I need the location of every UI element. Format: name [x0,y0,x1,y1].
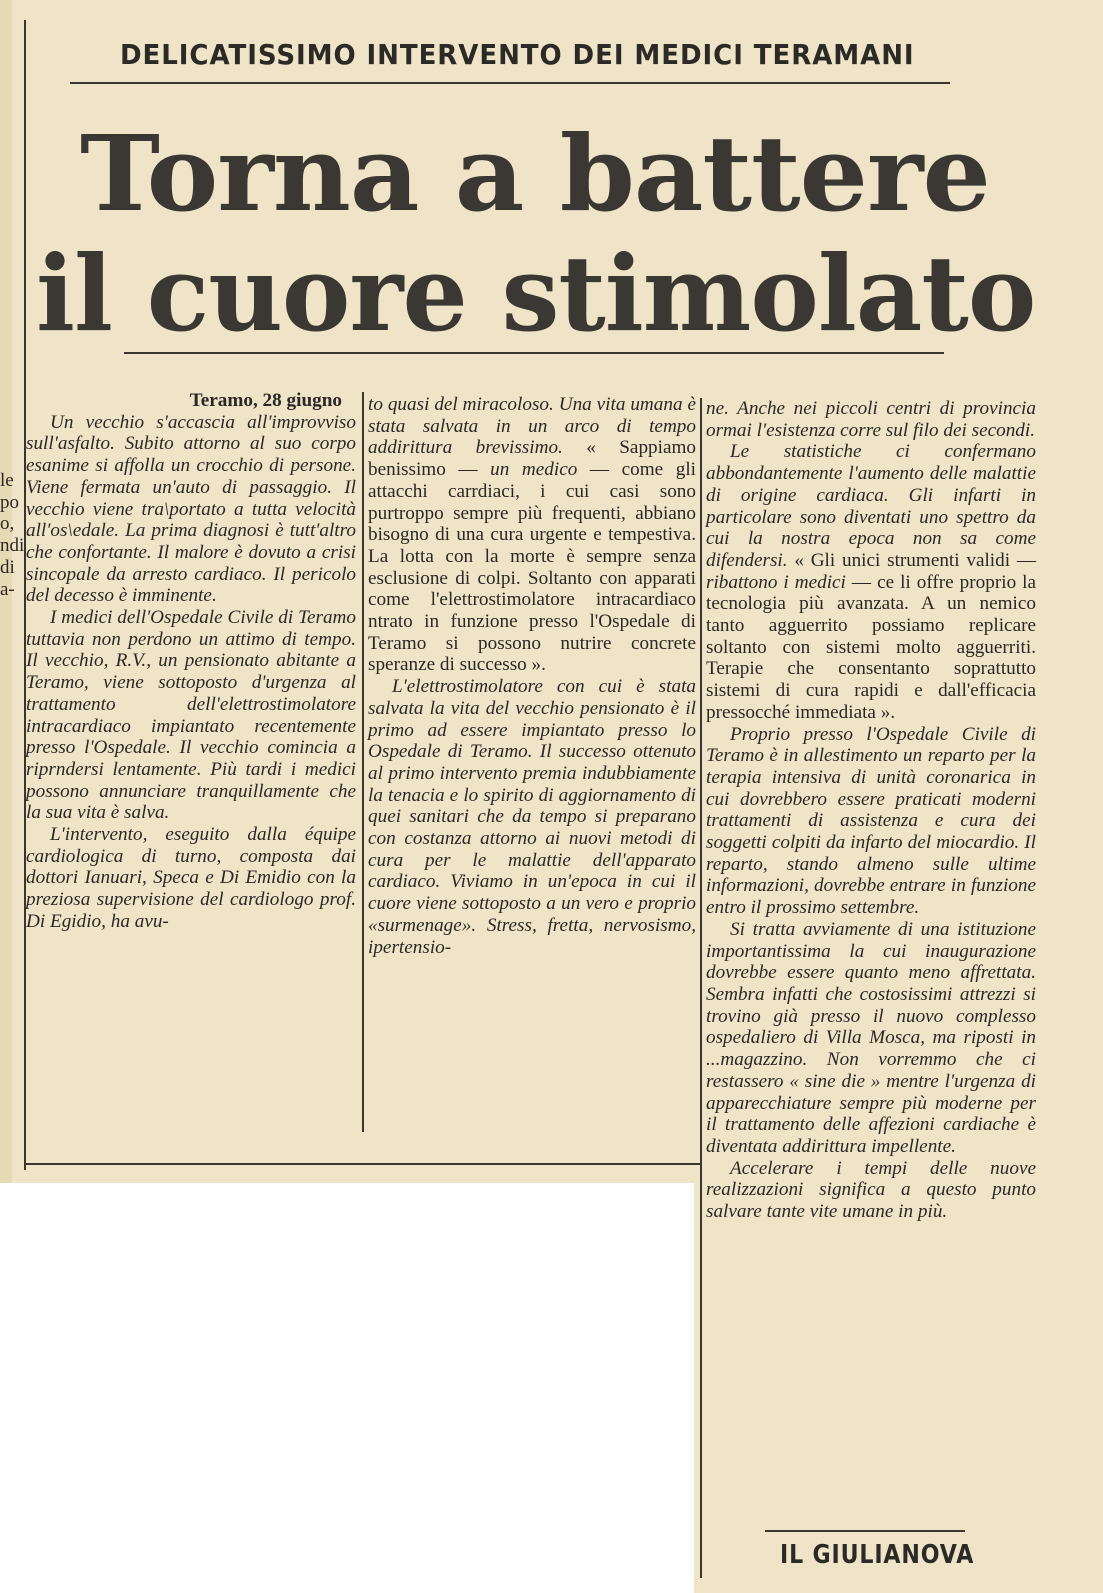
kicker: DELICATISSIMO INTERVENTO DEI MEDICI TERAMANI [120,38,915,71]
byline-rule [765,1530,965,1532]
text-run: to quasi del miracoloso. Una vita umana è stata salvata in un arco di tempo addirittura brevissimo. [368,394,696,459]
fragment: le [0,470,14,491]
paragraph: Proprio presso l'Ospedale Civile di Teramo è in allestimento un reparto per la terapia intensiva di unità coronarica in cui dovrebbero essere praticati moderni trattamenti di assistenza e cura dei soggetti colpiti da infarto del miocardio. Il reparto, stando almeno sulle ultime informazioni, dovrebbe entrare in funzione entro il prossimo settembre. [706,723,1036,919]
byline: IL GIULIANOVA [780,1540,975,1570]
article-column-1 [26,390,356,933]
kicker-underline [70,82,950,84]
paragraph: L'intervento, eseguito dalla équipe cardiologica di turno, composta dai dottori Ianuari, Speca e Di Emidio con la preziosa supervisione del cardiologo prof. Di Egidio, ha avu- [26,824,356,932]
dateline: Teramo, 28 giugno [189,390,342,411]
fragment: o, [0,513,15,535]
text-run: Le statistiche ci confermano abbondantemente l'aumento delle malattie di origine cardiaca. Gli infarti in particolare sono diventati uno spettro da cui la nostra epoca non sa come difendersi. [706,441,1036,571]
paragraph: ne. Anche nei piccoli centri di provincia ormai l'esistenza corre sul filo dei secondi. [706,398,1036,441]
paragraph: Un vecchio s'accascia all'improvviso sull'asfalto. Subito attorno al suo corpo esanime si affolla un crocchio di persone. Viene fermata un'auto di passaggio. Il vecchio viene tra\portato a tutta velocità all'os\edale. La prima diagnosi è tutt'altro che confortante. Il malore è dovuto a crisi sincopale da arresto cardiaco. Il pericolo del decesso è imminente. [26,411,356,607]
paragraph [368,394,696,676]
fragment: ndi [0,535,25,557]
column-divider-2 [700,398,702,1578]
text-run: « Sappiamo benissimo — [368,437,697,481]
fragment: di [0,556,15,578]
text-run: « Gli unici strumenti validi — [794,549,1037,571]
paragraph: Si tratta avviamente di una istituzione importantissima la cui inaugurazione dovrebbe essere quanto meno affrettata. Sembra infatti che costosissimi attrezzi si trovino già presso il nuovo complesso ospedaliero di Villa Mosca, ma riposti in ...magazzino. Non vorremmo che ci restassero « sine die » mentre l'urgenza di apparecchiature sempre più moderne per il trattamento delle affezioni cardiache è diventata addirittura impellente. [706,918,1036,1157]
article-column-2 [368,394,696,958]
article-column-3 [706,398,1036,1223]
fragment: a- [0,578,15,600]
headline-line-2: il cuore stimolato [36,232,1036,355]
text-run: un medico [490,459,578,481]
headline-line-1: Torna a battere [80,112,990,235]
column-divider-1 [362,392,364,1132]
paragraph: L'elettrostimolatore con cui è stata salvata la vita del vecchio pensionato è il primo ad essere impiantato presso lo Ospedale di Teramo. Il successo ottenuto al primo intervento premia indubbiamente la tenacia e lo spirito di aggiornamento di quei sanitari che da tempo si preparano con costanza attorno ai nuovi metodi di cura per le malattie dell'apparato cardiaco. Viviamo in un'epoca in cui il cuore viene sottoposto a un vero e proprio «surmenage». Stress, fretta, nervosismo, ipertensio- [368,676,696,958]
fragment: po [0,491,19,513]
text-run: ribattono i medici [706,571,846,593]
cut-off-fragments-left [0,470,24,600]
paragraph: Accelerare i tempi delle nuove realizzazioni significa a questo punto salvare tante vite umane in più. [706,1157,1036,1223]
bottom-rule [24,1163,700,1165]
text-run: — come gli attacchi carrdiaci, i cui casi sono purtroppo sempre più frequenti, abbiano bisogno di una cura urgente e tempestiva. La lotta con la morte è sempre senza esclusione di colpi. Soltanto con apparati come l'elettrostimolatore intracardiaco ntrato in funzione presso l'Ospedale di Teramo si possono nutrire concrete speranze di successo ». [368,459,696,676]
paragraph: I medici dell'Ospedale Civile di Teramo tuttavia non perdono un attimo di tempo. Il vecchio, R.V., un pensionato abitante a Teramo, viene sottoposto d'urgenza al trattamento dell'elettrostimolatore intracardiaco impiantato recentemente presso l'Ospedale. Il vecchio comincia a riprndersi lentamente. Più tardi i medici possono annunciare tranquillamente che la sua vita è salva. [26,607,356,824]
paragraph [706,441,1036,723]
text-run: — ce li offre proprio la tecnologia più avanzata. A un nemico tanto agguerrito possiamo replicare soltanto con sistemi molto agguerriti. Terapie che consentanto soprattutto sistemi di cura rapidi e dall'efficacia pressocché immediata ». [706,571,1036,723]
